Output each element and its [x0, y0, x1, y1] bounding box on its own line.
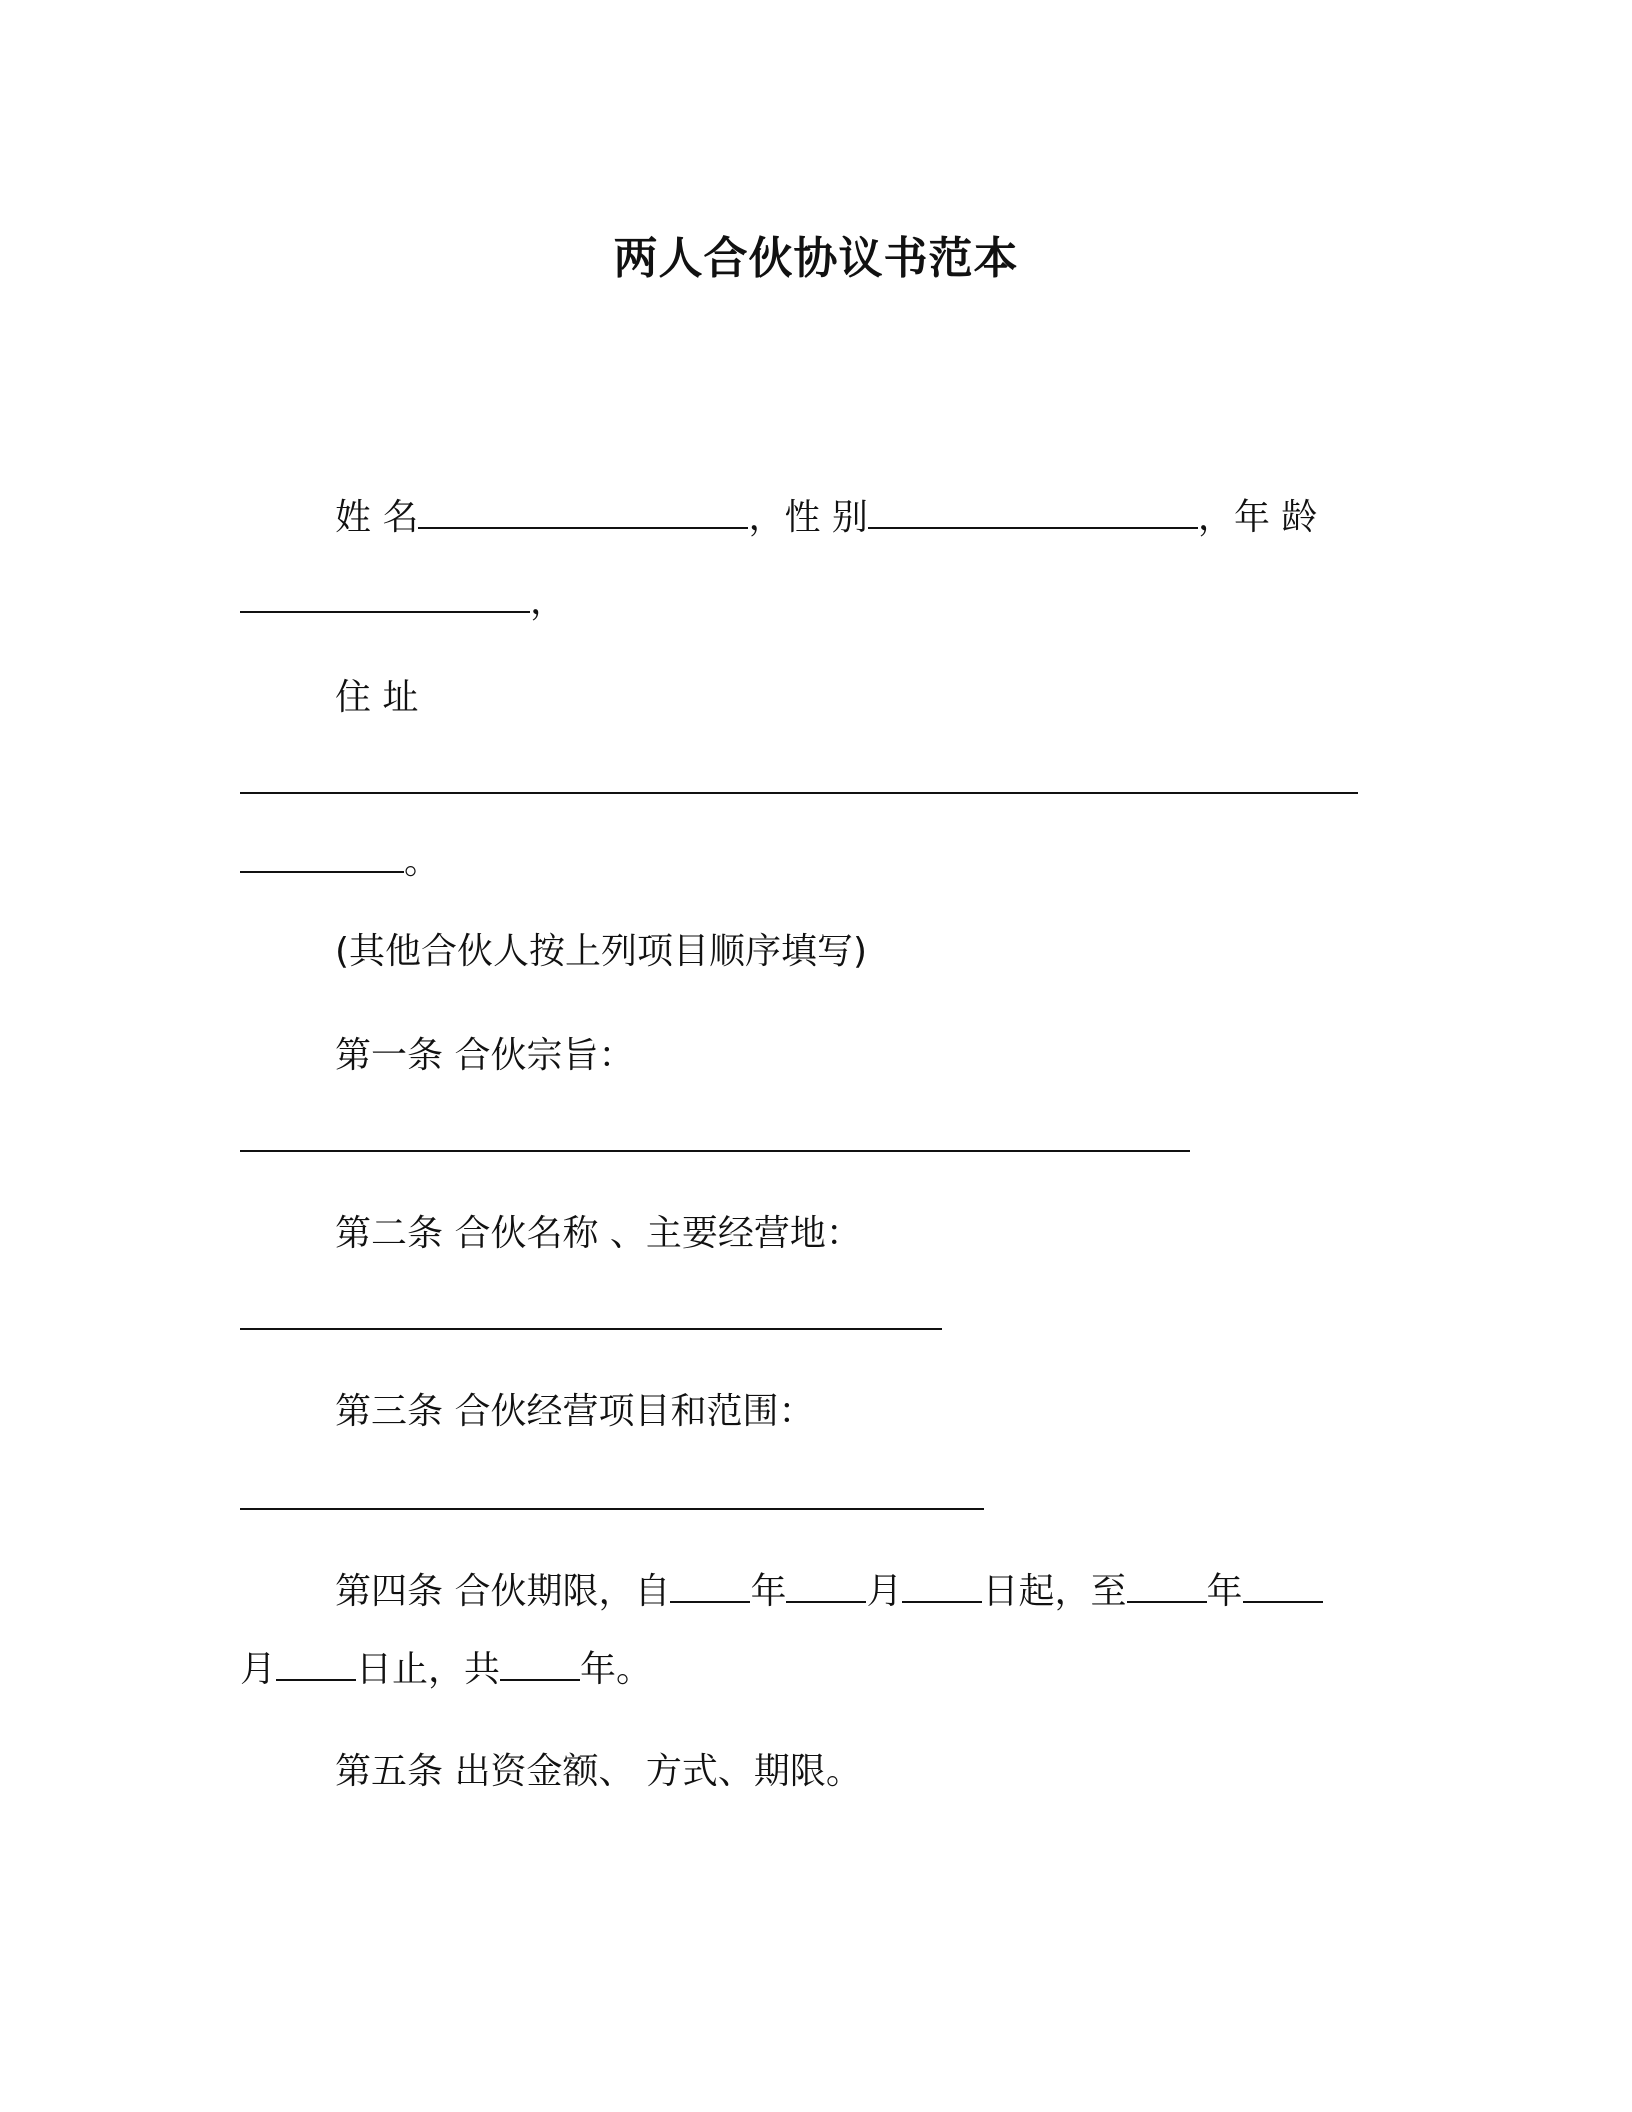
article-1-text: 第一条 合伙宗旨：	[335, 1035, 635, 1076]
article-1-blank[interactable]	[240, 1150, 1190, 1152]
end-day-blank[interactable]	[276, 1651, 356, 1681]
gender-blank[interactable]	[868, 499, 1198, 529]
day-start-label: 日起，至	[982, 1571, 1127, 1612]
separator: ，	[748, 497, 785, 538]
years-label: 年。	[580, 1649, 653, 1690]
article-2-text: 第二条 合伙名称 、主要经营地：	[335, 1213, 862, 1254]
article-5	[335, 1750, 862, 1794]
article-4-prefix: 第四条 合伙期限，自	[335, 1571, 671, 1612]
month-label: 月	[240, 1649, 277, 1690]
partner-note: (其他合伙人按上列项目顺序填写)	[335, 931, 868, 972]
address-end-punct: 。	[404, 841, 441, 882]
article-3-text: 第三条 合伙经营项目和范围：	[335, 1391, 815, 1432]
article-2	[335, 1212, 862, 1256]
article-3-blank[interactable]	[240, 1508, 984, 1510]
address-line-2	[240, 840, 440, 884]
article-2-blank[interactable]	[240, 1328, 942, 1330]
age-line	[240, 580, 566, 624]
age-blank[interactable]	[240, 583, 530, 613]
end-year-blank[interactable]	[1127, 1573, 1207, 1603]
year-label: 年	[1206, 1571, 1243, 1612]
day-end-label: 日止，共	[356, 1649, 501, 1690]
partner-info-line	[335, 496, 1317, 540]
start-day-blank[interactable]	[902, 1573, 982, 1603]
age-end-punct: ，	[530, 581, 567, 622]
name-label: 姓 名	[335, 497, 419, 538]
document-title: 两人合伙协议书范本	[613, 233, 1019, 284]
total-years-blank[interactable]	[500, 1651, 580, 1681]
article-5-text: 第五条 出资金额、 方式、期限。	[335, 1751, 862, 1792]
gender-label: 性 别	[784, 497, 868, 538]
end-month-blank[interactable]	[1243, 1573, 1323, 1603]
article-4-line-2	[240, 1648, 652, 1692]
address-label: 住 址	[335, 677, 419, 718]
month-label: 月	[866, 1571, 903, 1612]
address-blank-2[interactable]	[240, 843, 404, 873]
separator: ，	[1197, 497, 1234, 538]
note-line	[335, 930, 867, 974]
address-label-line	[335, 676, 418, 720]
article-1	[335, 1034, 634, 1078]
age-label: 年 龄	[1233, 497, 1318, 538]
article-3	[335, 1390, 814, 1434]
article-4-line-1	[335, 1570, 1323, 1614]
start-year-blank[interactable]	[670, 1573, 750, 1603]
name-blank[interactable]	[418, 499, 748, 529]
start-month-blank[interactable]	[786, 1573, 866, 1603]
address-blank-1[interactable]	[240, 792, 1358, 794]
year-label: 年	[750, 1571, 787, 1612]
